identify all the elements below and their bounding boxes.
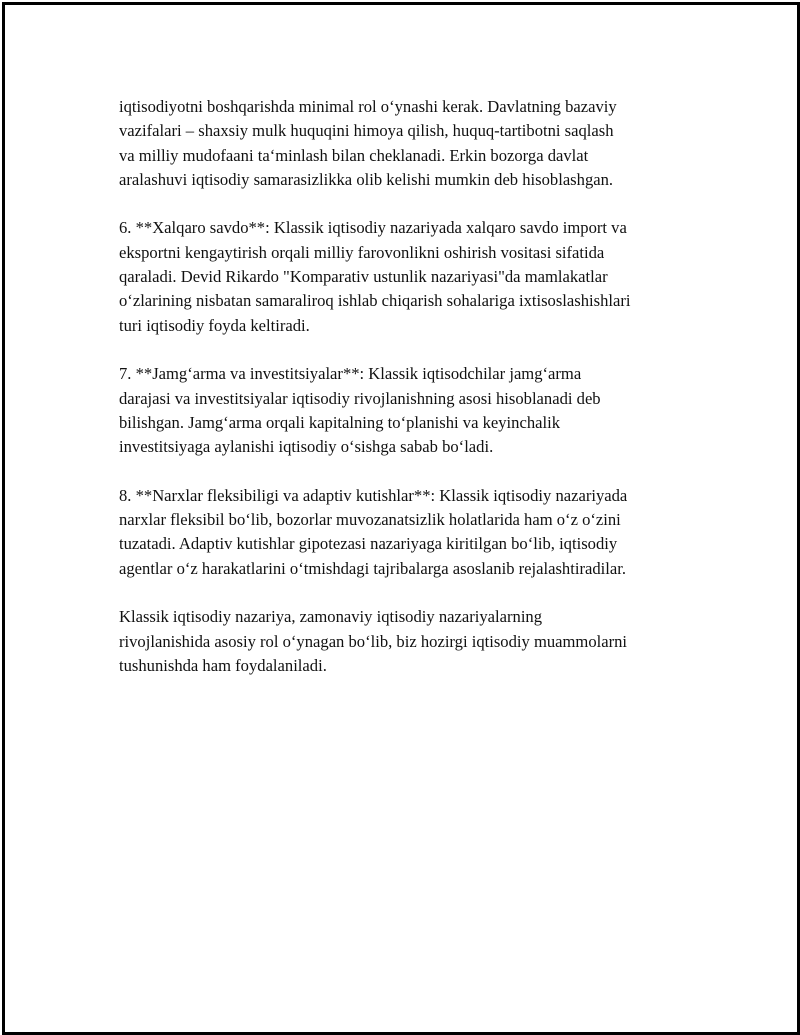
paragraph-conclusion: Klassik iqtisodiy nazariya, zamonaviy iqtisodiy nazariyalarning rivojlanishida asosiy rol o‘ynagan bo‘lib, biz hozirgi iqtisodiy muammolarni tushunishda ham foydalaniladi. xyxy=(119,607,628,675)
paragraph-savings-investment: 7. **Jamg‘arma va investitsiyalar**: Klassik iqtisodchilar jamg‘arma darajasi va investitsiyalar iqtisodiy rivojlanishning asosi hisoblanadi deb bilishgan. Jamg‘arma orqali kapitalning to‘planishi va keyinchalik investitsiyaga aylanishi iqtisodiy o‘sishga sabab bo‘ladi. xyxy=(119,364,601,457)
page-body xyxy=(119,95,709,678)
paragraph-price-flexibility: 8. **Narxlar fleksibiligi va adaptiv kutishlar**: Klassik iqtisodiy nazariyada narxlar fleksibil bo‘lib, bozorlar muvozanatsizlik holatlarida ham o‘z o‘zini tuzatadi. Adaptiv kutishlar gipotezasi nazariyaga kiritilgan bo‘lib, iqtisodiy agentlar o‘z harakatlarini o‘tmishdagi tajribalarga asoslanib rejalashtiradilar. xyxy=(119,485,628,578)
paragraph-continuation: iqtisodiyotni boshqarishda minimal rol o‘ynashi kerak. Davlatning bazaviy vazifalari – shaxsiy mulk huquqini himoya qilish, huquq-tartibotni saqlash va milliy mudofaani ta‘minlash bilan cheklanadi. Erkin bozorga davlat aralashuvi iqtisodiy samarasizlikka olib kelishi mumkin deb hisoblashgan. xyxy=(119,97,617,189)
paragraph-international-trade: 6. **Xalqaro savdo**: Klassik iqtisodiy nazariyada xalqaro savdo import va eksportni kengaytirish orqali milliy farovonlikni oshirish vositasi sifatida qaraladi. Devid Rikardo "Komparativ ustunlik nazariyasi"da mamlakatlar o‘zlarining nisbatan samaraliroq ishlab chiqarish sohalariga ixtisoslashishlari turi iqtisodiy foyda keltiradi. xyxy=(119,218,631,335)
document-page xyxy=(2,2,800,1035)
